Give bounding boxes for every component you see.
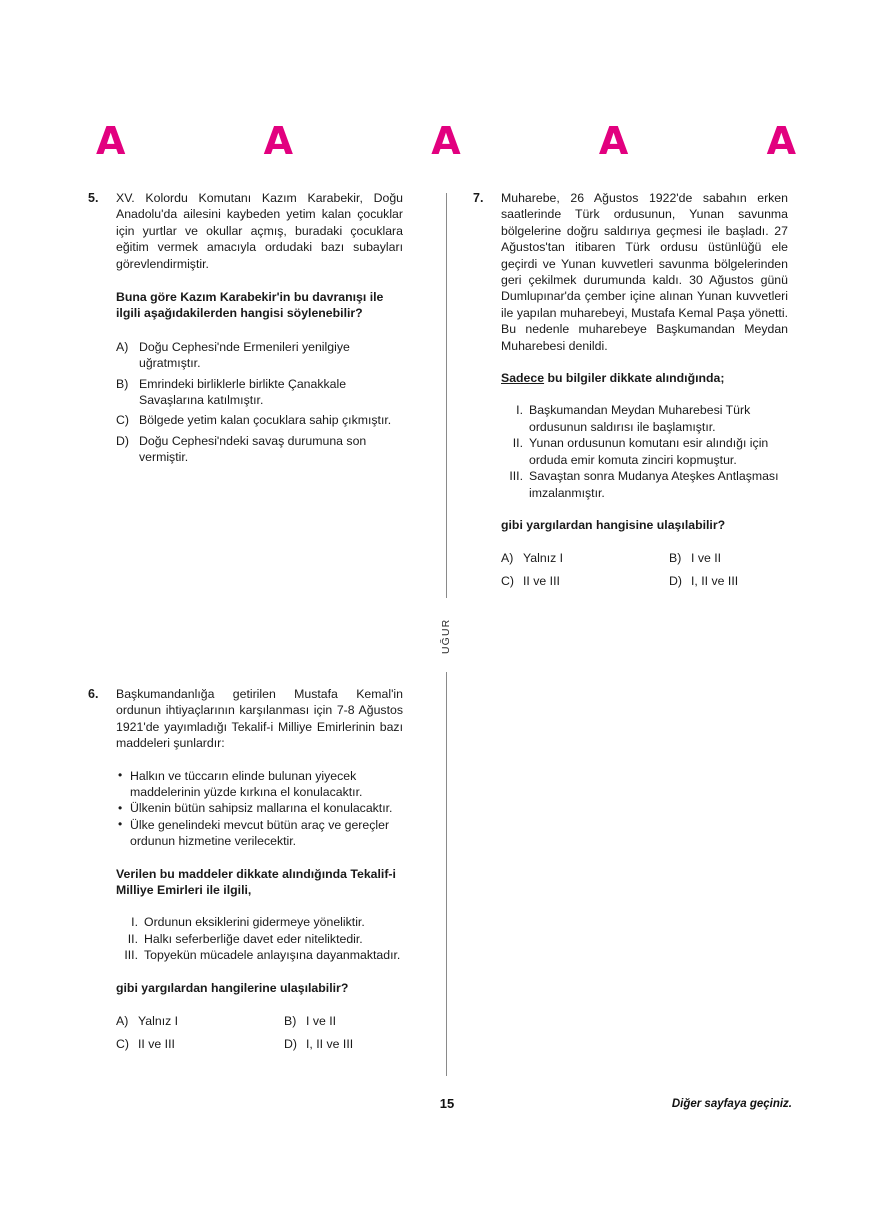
roman-item (116, 931, 403, 947)
question-6-number: 6. (88, 687, 99, 701)
option-letter: A) (116, 339, 129, 354)
vertical-brand-label: UĞUR (440, 618, 452, 654)
question-7-option-d[interactable] (669, 573, 788, 589)
brand-letter-a-5: A (766, 119, 796, 163)
question-7-lead-in-rest: bu bilgiler dikkate alındığında; (544, 371, 725, 386)
question-5-options (116, 339, 403, 466)
roman-item (116, 947, 403, 963)
roman-numeral: III. (509, 469, 523, 484)
question-5-prompt: Buna göre Kazım Karabekir'in bu davranışı ile ilgili aşağıdakilerden hangisi söylenebilir? (116, 290, 384, 321)
bullet-item: • Ülke genelindeki mevcut bütün araç ve gereçler ordunun hizmetine verilecektir. (116, 817, 403, 850)
brand-letter-a-4: A (598, 119, 629, 163)
bullet-item: • Ülkenin bütün sahipsiz mallarına el konulacaktır. (116, 800, 403, 816)
column-divider-bottom (446, 672, 447, 1076)
roman-numeral: III. (124, 948, 138, 963)
question-7-lead-in (501, 370, 788, 386)
question-6-option-d[interactable] (284, 1036, 403, 1052)
option-letter: C) (501, 573, 514, 588)
question-6-options (116, 1013, 403, 1052)
bullet-item: • Halkın ve tüccarın elinde bulunan yiyecek maddelerinin yüzde kırkına el konulacaktır. (116, 768, 403, 801)
option-letter: B) (669, 551, 682, 566)
option-letter: B) (116, 376, 129, 391)
roman-numeral: II. (127, 931, 138, 946)
option-letter: A) (501, 551, 514, 566)
question-6 (88, 686, 403, 1052)
brand-letter-a-3: A (431, 119, 461, 163)
question-5-option-a[interactable] (116, 339, 403, 372)
option-text: I, II ve III (306, 1036, 354, 1051)
roman-numeral: I. (516, 403, 523, 418)
question-5 (88, 190, 403, 470)
option-text: II ve III (523, 573, 560, 588)
option-letter: D) (669, 573, 682, 588)
question-7-roman-list (501, 402, 788, 500)
question-6-bullet-list (116, 768, 403, 850)
footer-note: Diğer sayfaya geçiniz. (671, 1098, 792, 1110)
roman-item (501, 435, 788, 468)
roman-text: Başkumandan Meydan Muharebesi Türk ordusunun saldırısı ile başlamıştır. (529, 403, 751, 434)
roman-text: Halkı seferberliğe davet eder niteliktedir. (144, 931, 363, 946)
roman-numeral: I. (131, 915, 138, 930)
question-5-option-c[interactable] (116, 412, 403, 428)
option-letter: C) (116, 413, 129, 428)
option-letter: D) (284, 1036, 297, 1051)
question-7-option-a[interactable] (501, 550, 669, 566)
question-5-number: 5. (88, 191, 99, 205)
brand-header-band (96, 119, 796, 168)
question-5-option-d[interactable] (116, 433, 403, 466)
option-letter: D) (116, 433, 129, 448)
roman-item (501, 402, 788, 435)
option-text: Yalnız I (138, 1014, 179, 1029)
brand-letter-a-1: A (96, 119, 126, 163)
roman-item (116, 914, 403, 930)
question-6-option-b[interactable] (284, 1013, 403, 1029)
roman-text: Topyekün mücadele anlayışına dayanmaktadır. (144, 948, 401, 963)
option-text: Yalnız I (523, 551, 564, 566)
roman-text: Savaştan sonra Mudanya Ateşkes Antlaşması imzalanmıştır. (529, 469, 779, 500)
question-6-prompt: gibi yargılardan hangilerine ulaşılabilir? (116, 980, 349, 995)
question-7-options (501, 550, 788, 589)
question-6-option-a[interactable] (116, 1013, 284, 1029)
question-7-prompt: gibi yargılardan hangisine ulaşılabilir? (501, 517, 726, 532)
roman-numeral: II. (512, 436, 523, 451)
option-text: I, II ve III (691, 573, 739, 588)
question-5-option-b[interactable] (116, 376, 403, 409)
column-divider-top (446, 193, 447, 598)
question-6-option-c[interactable] (116, 1036, 284, 1052)
roman-text: Ordunun eksiklerini gidermeye yöneliktir. (144, 915, 365, 930)
option-text: I ve II (306, 1014, 337, 1029)
question-7-option-c[interactable] (501, 573, 669, 589)
question-7 (473, 190, 788, 589)
option-text: Doğu Cephesi'ndeki savaş durumuna son vermiştir. (139, 433, 367, 465)
page-number: 15 (439, 1096, 455, 1111)
option-text: I ve II (691, 551, 722, 566)
option-letter: B) (284, 1014, 297, 1029)
brand-letter-a-2: A (263, 119, 294, 163)
question-7-number: 7. (473, 191, 484, 205)
roman-text: Yunan ordusunun komutanı esir alındığı için orduda emir komuta zinciri kopmuştur. (529, 436, 769, 467)
question-6-roman-list (116, 914, 403, 963)
option-letter: A) (116, 1014, 129, 1029)
option-text: Emrindeki birliklerle birlikte Çanakkale Savaşlarına katılmıştır. (139, 376, 347, 408)
option-letter: C) (116, 1036, 129, 1051)
question-7-lead-in-underlined: Sadece (501, 371, 545, 386)
option-text: II ve III (138, 1036, 175, 1051)
question-5-stem: XV. Kolordu Komutanı Kazım Karabekir, Doğu Anadolu'da ailesini kaybeden yetim kalan çocuklar için yurtlar ve okullar açmış, buradaki çocuklara eğitim vermek amacıyla ordudaki bazı subayları görevlendirmiştir. (116, 191, 403, 271)
option-text: Doğu Cephesi'nde Ermenileri yenilgiye uğratmıştır. (139, 339, 350, 371)
roman-item (501, 468, 788, 501)
question-6-stem: Başkumandanlığa getirilen Mustafa Kemal'in ordunun ihtiyaçlarının karşılanması için 7-8 Ağustos 1921'de yayımladığı Tekalif-i Milliye Emirlerinin bazı maddeleri şunlardır: (116, 687, 403, 751)
question-7-stem: Muharebe, 26 Ağustos 1922'de sabahın erken saatlerinde Türk ordusunun, Yunan savunma bölgelerine doğru saldırıya geçmesi ile başladı. 27 Ağustos'tan itibaren Türk ordusu üstünlüğü ele geçirdi ve Yunan kuvvetleri savunma bölgelerinden geri çekilmek durumunda kaldı. 30 Ağustos günü Dumlupınar'da çember içine alınan Yunan kuvvetleri ile yapılan muharebeyi, Mustafa Kemal Paşa yönetti. Bu nedenle muharebeye Başkumandan Meydan Muharebesi denildi. (501, 191, 788, 353)
question-6-lead-in: Verilen bu maddeler dikkate alındığında Tekalif-i Milliye Emirleri ile ilgili, (116, 866, 396, 898)
option-text: Bölgede yetim kalan çocuklara sahip çıkmıştır. (139, 413, 392, 428)
question-7-option-b[interactable] (669, 550, 788, 566)
